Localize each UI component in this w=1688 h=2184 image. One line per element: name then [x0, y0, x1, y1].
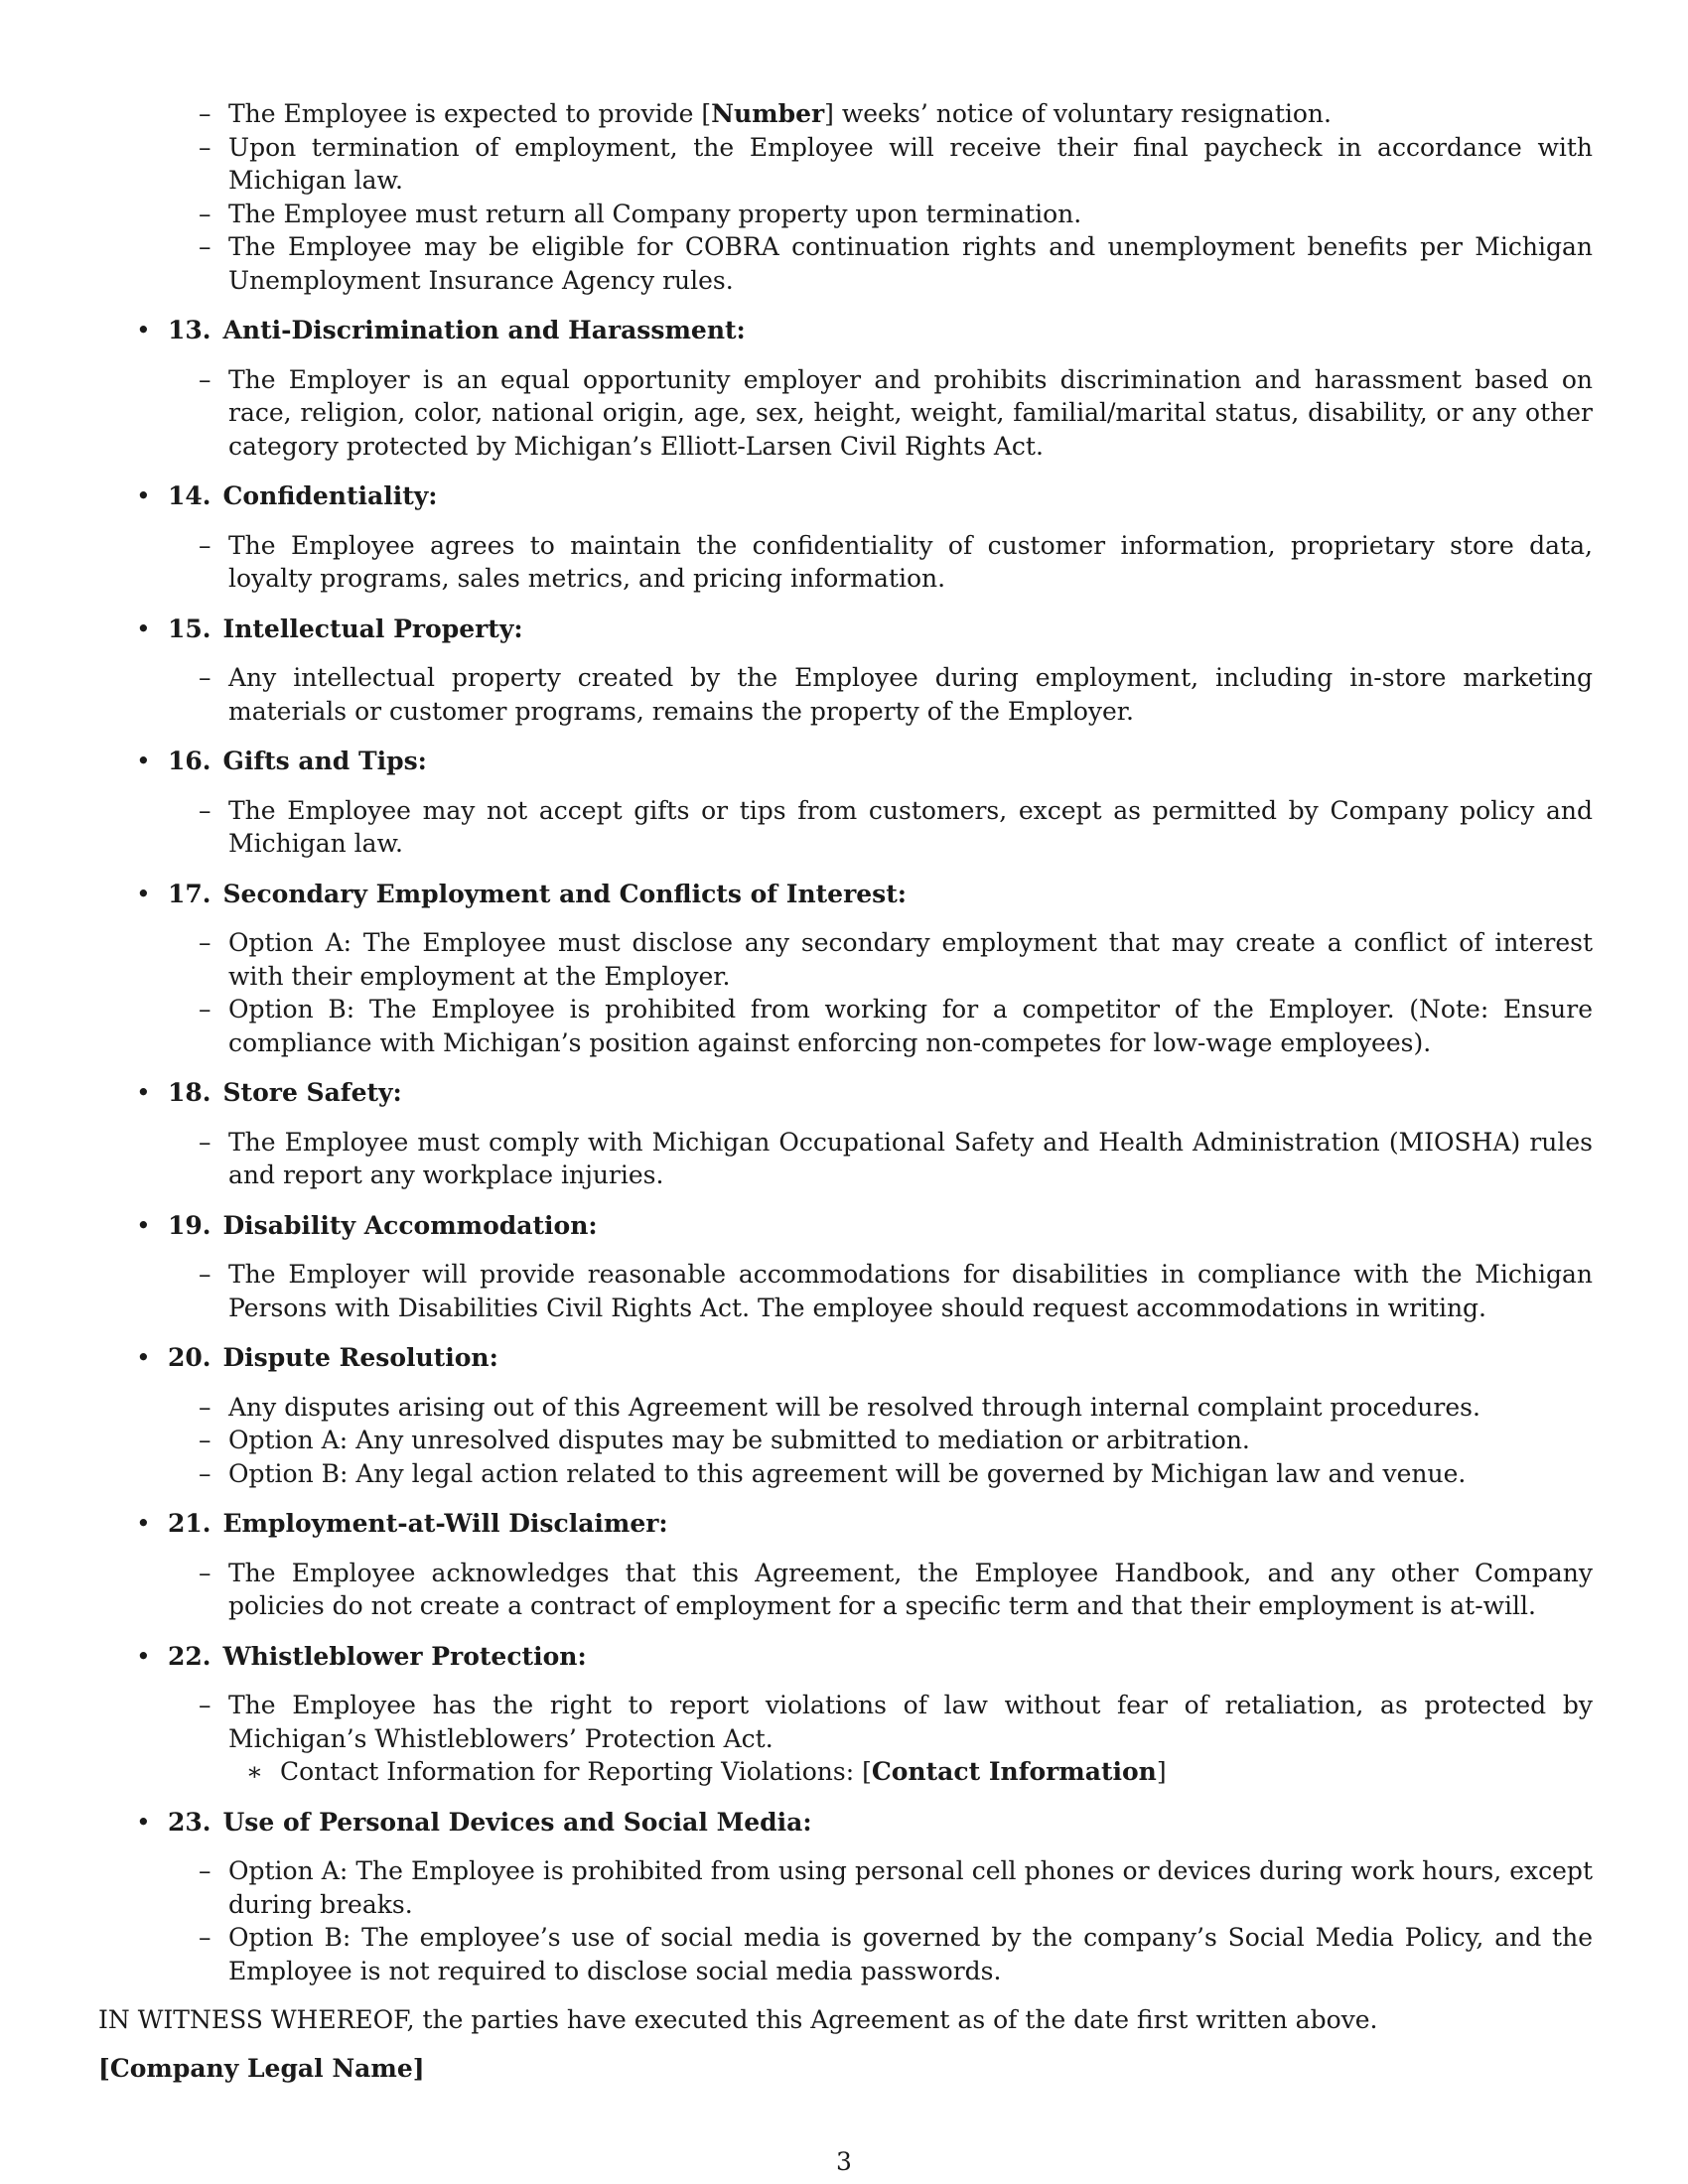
bullet-marker: • [136, 879, 151, 908]
list-item: – The Employee agrees to maintain the confidentiality of customer information, proprietary store data, loyalty programs, sales metrics, and pricing information. [199, 530, 1593, 593]
section-heading: • 13. Anti-Discrimination and Harassment: [98, 314, 1593, 347]
list-item: – The Employee may not accept gifts or tips from customers, except as permitted by Company policy and Michigan law. [199, 795, 1593, 858]
bullet-marker: • [136, 1343, 151, 1372]
section-23 [98, 1806, 1593, 1988]
dash-marker: – [199, 663, 211, 692]
list-item: – Upon termination of employment, the Employee will receive their final paycheck in accordance with Michigan law. [199, 132, 1593, 195]
dash-marker: – [199, 1923, 211, 1952]
section-heading: • 14. Confidentiality: [98, 479, 1593, 513]
star-marker: ∗ [246, 1757, 263, 1786]
section-heading: • 19. Disability Accommodation: [98, 1209, 1593, 1243]
section-heading: • 17. Secondary Employment and Conflicts of Interest: [98, 878, 1593, 911]
dash-marker: – [199, 199, 211, 228]
dash-marker: – [199, 232, 211, 261]
bullet-marker: • [136, 1078, 151, 1107]
placeholder-number: Number [711, 99, 825, 128]
dash-marker: – [199, 1426, 211, 1454]
dash-marker: – [199, 1127, 211, 1157]
dash-marker: – [199, 1260, 211, 1289]
bullet-marker: • [136, 316, 151, 344]
bullet-marker: • [136, 481, 151, 510]
list-item: – Any intellectual property created by the Employee during employment, including in-store marketing materials or customer programs, remains the property of the Employer. [199, 663, 1593, 726]
section-heading: • 23. Use of Personal Devices and Social Media: [98, 1806, 1593, 1840]
dash-marker: – [199, 995, 211, 1024]
section-18 [98, 1076, 1593, 1192]
dash-marker: – [199, 1392, 211, 1422]
section-heading: • 20. Dispute Resolution: [98, 1341, 1593, 1375]
termination-list [98, 97, 1593, 297]
section-heading: • 18. Store Safety: [98, 1076, 1593, 1110]
section-21 [98, 1507, 1593, 1623]
list-item: – Option A: The Employee is prohibited from using personal cell phones or devices during work hours, except during breaks. [199, 1856, 1593, 1919]
document-body [98, 97, 1593, 2085]
section-17 [98, 878, 1593, 1060]
bullet-marker: • [136, 1641, 151, 1671]
section-16 [98, 745, 1593, 861]
dash-marker: – [199, 99, 211, 128]
placeholder-contact-information: Contact Information [871, 1757, 1157, 1786]
sub-list-item: ∗ Contact Information for Reporting Violations: [Contact Information] [98, 1755, 1593, 1789]
bullet-marker: • [136, 614, 151, 643]
section-heading: • 15. Intellectual Property: [98, 613, 1593, 646]
section-19 [98, 1209, 1593, 1325]
bullet-marker: • [136, 1509, 151, 1538]
section-14 [98, 479, 1593, 596]
company-signature-block: [Company Legal Name] [98, 2053, 425, 2083]
list-item: – The Employee must return all Company property upon termination. [98, 198, 1593, 231]
section-heading: • 16. Gifts and Tips: [98, 745, 1593, 778]
list-item: – Any disputes arising out of this Agreement will be resolved through internal complaint procedures. [98, 1391, 1593, 1425]
list-item: – The Employee is expected to provide [Number] weeks’ notice of voluntary resignation. [98, 97, 1593, 131]
section-20 [98, 1341, 1593, 1490]
dash-marker: – [199, 795, 211, 825]
dash-marker: – [199, 1691, 211, 1719]
section-heading: • 22. Whistleblower Protection: [98, 1640, 1593, 1674]
bullet-marker: • [136, 1210, 151, 1240]
company-legal-name: Company Legal Name [109, 2053, 413, 2083]
list-item: – The Employer will provide reasonable accommodations for disabilities in compliance with the Michigan Persons with Disabilities Civil Rights Act. The employee should request accommodations in writing. [199, 1260, 1593, 1322]
list-item: – Option B: Any legal action related to this agreement will be governed by Michigan law and venue. [98, 1457, 1593, 1491]
bullet-marker: • [136, 1807, 151, 1837]
dash-marker: – [199, 132, 211, 162]
section-13 [98, 314, 1593, 463]
dash-marker: – [199, 928, 211, 957]
list-item: – Option B: The employee’s use of social media is governed by the company’s Social Media Policy, and the Employee is not required to disclose social media passwords. [199, 1923, 1593, 1985]
dash-marker: – [199, 1458, 211, 1488]
list-item: – The Employee has the right to report violations of law without fear of retaliation, as protected by Michigan’s Whistleblowers’ Protection Act. [199, 1691, 1593, 1753]
section-15 [98, 613, 1593, 729]
dash-marker: – [199, 1856, 211, 1885]
dash-marker: – [199, 364, 211, 394]
bullet-marker: • [136, 747, 151, 775]
section-22 [98, 1640, 1593, 1789]
section-heading: • 21. Employment-at-Will Disclaimer: [98, 1507, 1593, 1541]
witness-statement: IN WITNESS WHEREOF, the parties have executed this Agreement as of the date first written above. [98, 2005, 1378, 2034]
dash-marker: – [199, 1558, 211, 1587]
list-item: – Option B: The Employee is prohibited from working for a competitor of the Employer. (Note: Ensure compliance with Michigan’s position against enforcing non-competes for low-wage employees). [199, 995, 1593, 1057]
dash-marker: – [199, 530, 211, 560]
list-item: – Option A: The Employee must disclose any secondary employment that may create a conflict of interest with their employment at the Employer. [199, 928, 1593, 991]
list-item: – Option A: Any unresolved disputes may be submitted to mediation or arbitration. [98, 1424, 1593, 1457]
page-number: 3 [836, 2147, 852, 2176]
list-item: – The Employee acknowledges that this Agreement, the Employee Handbook, and any other Company policies do not create a contract of employment for a specific term and that their employment is at-will. [199, 1558, 1593, 1620]
list-item: – The Employee must comply with Michigan Occupational Safety and Health Administration (MIOSHA) rules and report any workplace injuries. [199, 1127, 1593, 1189]
list-item: – The Employee may be eligible for COBRA continuation rights and unemployment benefits per Michigan Unemployment Insurance Agency rules. [199, 232, 1593, 295]
list-item: – The Employer is an equal opportunity employer and prohibits discrimination and harassment based on race, religion, color, national origin, age, sex, height, weight, familial/marital status, disability, or any other category protected by Michigan’s Elliott-Larsen Civil Rights Act. [199, 364, 1593, 461]
